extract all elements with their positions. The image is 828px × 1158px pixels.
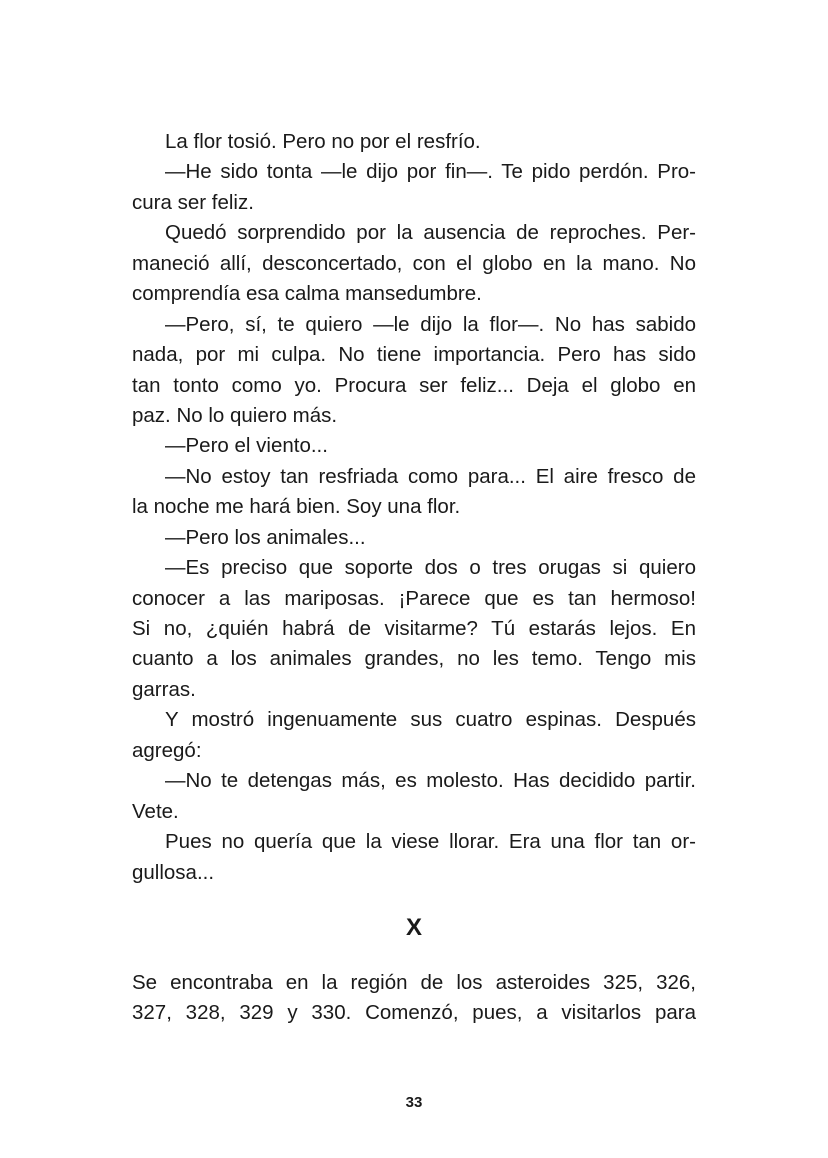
paragraph	[132, 127, 696, 157]
text-line: Pues no quería que la viese llorar. Era una flor tan or-	[165, 830, 696, 854]
text-line: cuanto a los animales grandes, no les temo. Tengo mis	[132, 647, 696, 671]
text-line: la noche me hará bien. Soy una flor.	[132, 495, 461, 519]
text-line: cura ser feliz.	[132, 190, 254, 214]
text-line: Y mostró ingenuamente sus cuatro espinas. Después	[165, 708, 696, 732]
text-line: —Pero, sí, te quiero —le dijo la flor—. No has sabido	[165, 312, 696, 336]
paragraph	[132, 310, 696, 432]
text-line: garras.	[132, 677, 196, 701]
paragraph	[132, 431, 696, 461]
text-line: gullosa...	[132, 860, 215, 884]
paragraph	[132, 766, 696, 827]
text-line: conocer a las mariposas. ¡Parece que es tan hermoso!	[132, 586, 696, 610]
text-line: paz. No lo quiero más.	[132, 403, 338, 427]
paragraph	[132, 705, 696, 766]
text-line: —Pero los animales...	[165, 525, 366, 549]
paragraph	[132, 157, 696, 218]
body-text	[132, 127, 696, 888]
text-line: Si no, ¿quién habrá de visitarme? Tú estarás lejos. En	[132, 617, 696, 640]
chapter-text	[132, 968, 696, 1029]
text-line: La flor tosió. Pero no por el resfrío.	[165, 130, 481, 153]
text-line: tan tonto como yo. Procura ser feliz... Deja el globo en	[132, 373, 696, 397]
chapter-heading: X	[405, 914, 422, 941]
paragraph	[132, 553, 696, 705]
text-line: maneció allí, desconcertado, con el globo en la mano. No	[132, 251, 696, 275]
text-line: 327, 328, 329 y 330. Comenzó, pues, a visitarlos para	[132, 1001, 696, 1025]
paragraph	[132, 218, 696, 309]
text-line: comprendía esa calma mansedumbre.	[132, 282, 482, 306]
text-line: Vete.	[132, 799, 179, 823]
paragraph	[132, 827, 696, 888]
text-line: —Es preciso que soporte dos o tres orugas si quiero	[165, 556, 696, 580]
text-line: nada, por mi culpa. No tiene importancia. Pero has sido	[132, 343, 696, 367]
text-line: —Pero el viento...	[165, 434, 328, 458]
text-line: Quedó sorprendido por la ausencia de reproches. Per-	[165, 221, 696, 245]
paragraph	[132, 523, 696, 553]
text-line: —No te detengas más, es molesto. Has decidido partir.	[165, 769, 696, 793]
text-line: —No estoy tan resfriada como para... El aire fresco de	[165, 464, 696, 488]
text-line: —He sido tonta —le dijo por fin—. Te pido perdón. Pro-	[165, 160, 696, 184]
page-number: 33	[405, 1094, 423, 1111]
paragraph	[132, 462, 696, 523]
text-line: agregó:	[132, 738, 202, 762]
text-line: Se encontraba en la región de los asteroides 325, 326,	[132, 971, 696, 994]
